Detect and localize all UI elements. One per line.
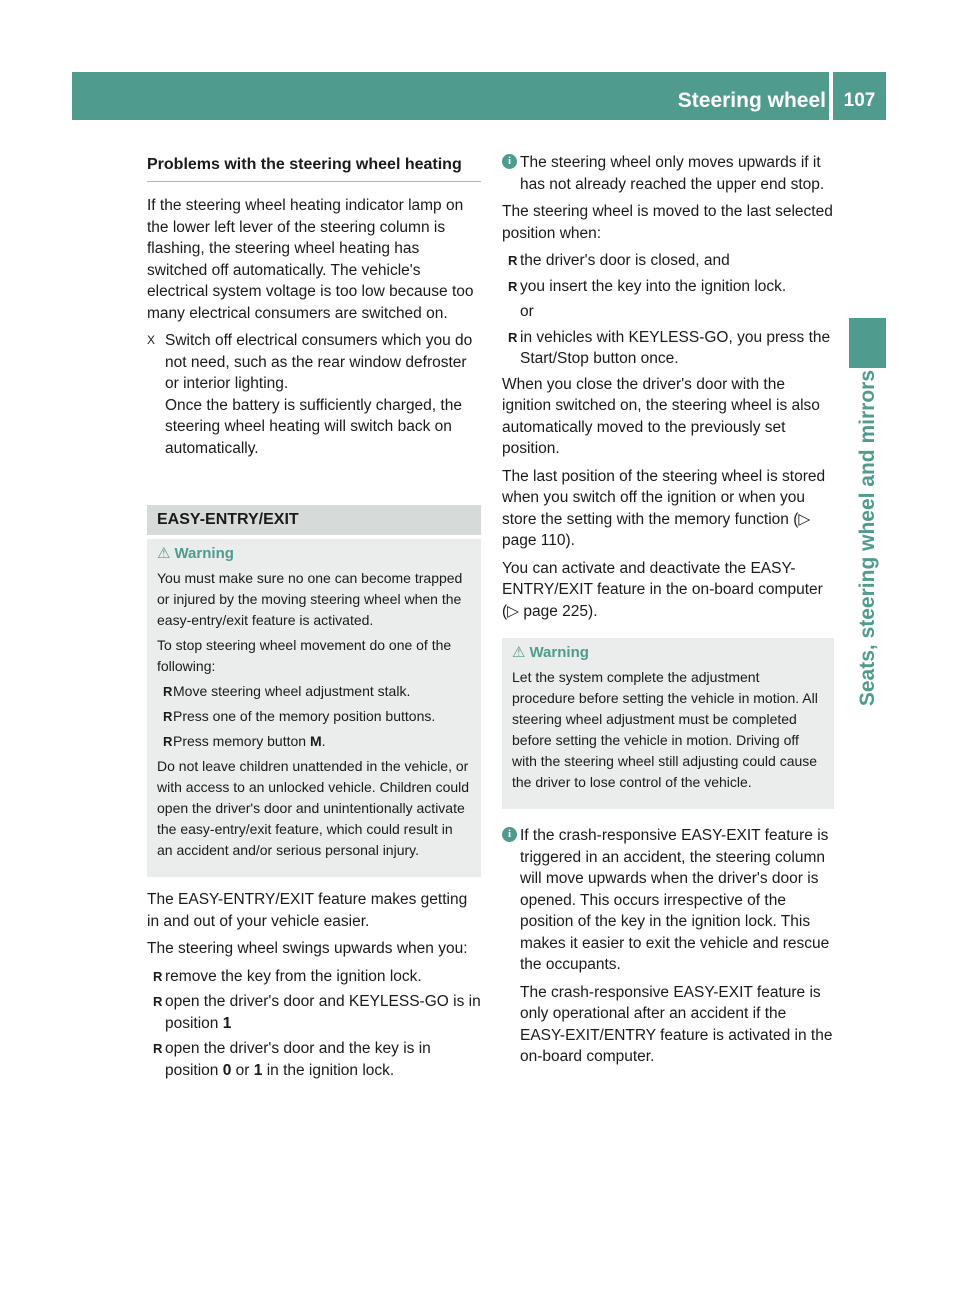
bullet-text-end: . xyxy=(321,733,326,749)
moved-text: The steering wheel is moved to the last selected position when: xyxy=(502,203,833,242)
warning-text: You must make sure no one can become trapped or injured by the moving steering wheel when the easy-entry/exit feature is activated. xyxy=(157,570,463,628)
feature-text: The EASY-ENTRY/EXIT feature makes getting in and out of your vehicle easier. xyxy=(147,891,468,930)
warning-bullet xyxy=(157,706,471,727)
chapter-label xyxy=(848,370,888,860)
warning-heading xyxy=(512,642,824,663)
bullet-text: Press memory button xyxy=(173,733,310,749)
bullet-text: or xyxy=(231,1061,254,1079)
list-item xyxy=(502,276,834,323)
chapter-label-text: Seats, steering wheel and mirrors xyxy=(856,370,879,707)
list-item xyxy=(502,250,834,272)
warning-bullet xyxy=(157,681,471,702)
warning-title: Warning xyxy=(174,545,234,562)
position-value: 1 xyxy=(253,1061,263,1079)
bullet-icon: R xyxy=(153,994,163,1009)
info-note xyxy=(502,152,834,195)
position-value: 1 xyxy=(222,1014,232,1032)
warning-text: Let the system complete the adjustment procedure before setting the vehicle in motion. All steering wheel adjustment must be completed before setting the vehicle in motion. Driving off with the steering wheel still adjusting could cause the driver to lose control of the vehicle. xyxy=(512,669,818,790)
warning-heading xyxy=(157,543,471,564)
warning-triangle-icon: ⚠ xyxy=(512,644,526,661)
bullet-text: in the ignition lock. xyxy=(262,1061,395,1079)
problems-text: If the steering wheel heating indicator lamp on the lower left lever of the steering column is flashing, the steering wheel heating has switched off automatically. The vehicle's electrical system voltage is too low because too many electrical consumers are switched on. xyxy=(147,197,474,322)
info-note xyxy=(502,825,834,1068)
stored-text: The last position of the steering wheel is stored when you switch off the ignition or when you store the setting with the memory function (▷ page 110). xyxy=(502,467,826,549)
warning-box xyxy=(502,638,834,809)
list-item xyxy=(147,966,481,988)
bullet-icon: R xyxy=(508,278,518,294)
swing-text: The steering wheel swings upwards when you: xyxy=(147,940,468,957)
list-item xyxy=(147,1038,481,1081)
list-item xyxy=(502,327,834,370)
warning-box xyxy=(147,539,481,877)
warning-triangle-icon: ⚠ xyxy=(157,545,171,562)
info-text: If the crash-responsive EASY-EXIT feature is triggered in an accident, the steering column will move upwards when the driver's door is opened. This occurs irrespective of the position of the key in the ignition lock. This makes it easier to exit the vehicle and rescue the occupants. xyxy=(520,827,830,973)
bullet-icon: R xyxy=(153,968,163,984)
memory-button-label: M xyxy=(309,733,322,749)
or-text: or xyxy=(520,303,534,320)
info-icon: i xyxy=(502,827,517,842)
problems-heading: Problems with the steering wheel heating xyxy=(147,150,481,182)
bullet-icon: R xyxy=(508,329,518,345)
instruction-step xyxy=(147,330,481,459)
bullet-text: remove the key from the ignition lock. xyxy=(165,967,422,985)
bullet-text: Move steering wheel adjustment stalk. xyxy=(173,683,411,699)
bullet-text: the driver's door is closed, and xyxy=(520,252,730,269)
bullet-text: Press one of the memory position buttons. xyxy=(173,708,436,724)
step-marker-icon: X xyxy=(147,333,156,347)
bullet-text: you insert the key into the ignition lock. xyxy=(520,277,787,295)
bullet-icon: R xyxy=(163,734,173,749)
bullet-text: open the driver's door and KEYLESS-GO is in position xyxy=(165,993,481,1032)
info-text: The crash-responsive EASY-EXIT feature is only operational after an accident if the EASY-EXIT/ENTRY feature is activated in the on-board computer. xyxy=(520,983,833,1065)
page-title: Steering wheel xyxy=(677,89,826,112)
step-text: Switch off electrical consumers which you do not need, such as the rear window defroster or interior lighting. xyxy=(165,332,473,392)
bullet-text: open the driver's door and the key is in position xyxy=(165,1040,431,1079)
position-value: 0 xyxy=(222,1061,232,1079)
warning-text: To stop steering wheel movement do one of the following: xyxy=(157,637,452,674)
info-icon: i xyxy=(502,154,517,169)
bullet-icon: R xyxy=(508,253,518,268)
easy-entry-heading: EASY-ENTRY/EXIT xyxy=(147,505,481,535)
list-item xyxy=(147,991,481,1034)
warning-bullet xyxy=(157,731,471,752)
activate-text: You can activate and deactivate the EASY-ENTRY/EXIT feature in the on-board computer (▷ page 225). xyxy=(502,559,823,620)
bullet-text: in vehicles with KEYLESS-GO, you press the Start/Stop button once. xyxy=(520,328,831,367)
left-column xyxy=(147,150,481,1085)
info-text: The steering wheel only moves upwards if it has not already reached the upper end stop. xyxy=(520,154,825,193)
right-column xyxy=(502,152,834,1074)
step-result: Once the battery is sufficiently charged, the steering wheel heating will switch back on automatically. xyxy=(165,396,462,457)
warning-text: Do not leave children unattended in the vehicle, or with access to an unlocked vehicle. Children could open the driver's door and unintentionally activate the easy-entry/exit feature, which could result in an accident and/or serious personal injury. xyxy=(157,758,470,858)
page-number: 107 xyxy=(843,90,876,111)
bullet-icon: R xyxy=(153,1041,163,1056)
chapter-tab xyxy=(849,318,886,368)
bullet-icon: R xyxy=(163,684,173,699)
bullet-icon: R xyxy=(163,709,173,724)
warning-title: Warning xyxy=(529,644,589,661)
close-text: When you close the driver's door with the ignition switched on, the steering wheel is also automatically moved to the previously set position. xyxy=(502,375,820,457)
